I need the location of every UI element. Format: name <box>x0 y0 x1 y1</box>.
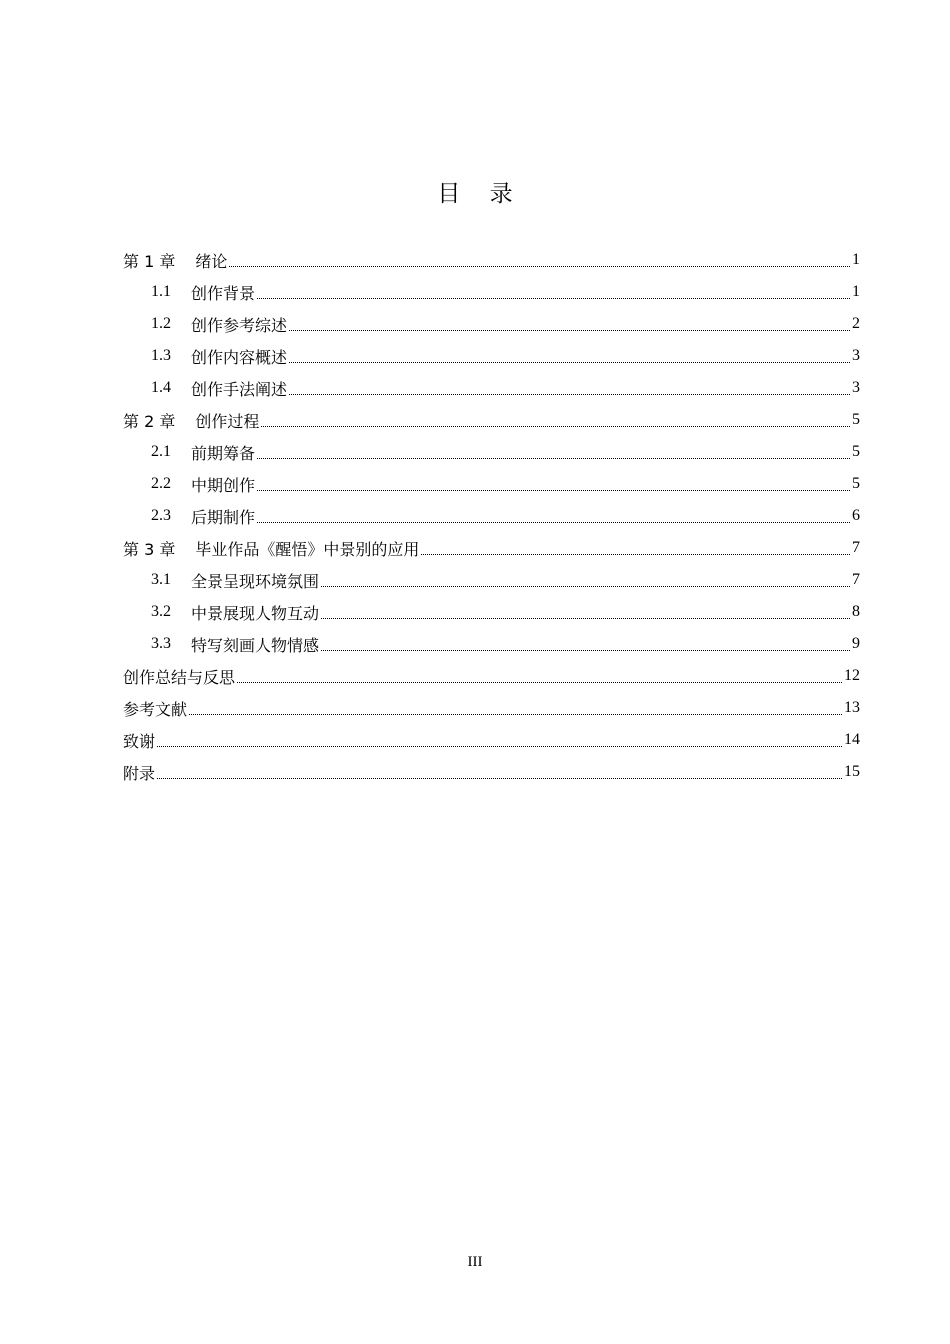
toc-section-entry[interactable] <box>123 628 860 660</box>
toc-dot-leader <box>157 777 842 779</box>
toc-section-entry[interactable] <box>123 340 860 372</box>
toc-entry-label: 绪论 <box>195 251 228 271</box>
toc-entry-page: 5 <box>852 475 860 492</box>
toc-entry-page: 5 <box>852 411 860 428</box>
toc-entry-number: 3.2 <box>151 603 171 620</box>
toc-chapter-entry[interactable] <box>123 660 860 692</box>
toc-entry-number: 2.1 <box>151 443 171 460</box>
toc-entry-label: 特写刻画人物情感 <box>191 635 320 655</box>
toc-dot-leader <box>157 745 842 747</box>
toc-entry-page: 12 <box>844 667 860 684</box>
toc-dot-leader <box>189 713 842 715</box>
toc-entry-label: 全景呈现环境氛围 <box>191 571 320 591</box>
toc-entry-label: 附录 <box>123 763 156 783</box>
toc-entry-label: 毕业作品《醒悟》中景别的应用 <box>195 539 420 559</box>
toc-entry-page: 7 <box>852 571 860 588</box>
toc-entry-label: 中期创作 <box>191 475 256 495</box>
toc-entry-number: 1.4 <box>151 379 171 396</box>
toc-section-entry[interactable] <box>123 276 860 308</box>
toc-dot-leader <box>289 329 850 331</box>
toc-entry-page: 6 <box>852 507 860 524</box>
toc-entry-label: 创作背景 <box>191 283 256 303</box>
toc-dot-leader <box>257 457 850 459</box>
toc-entry-page: 9 <box>852 635 860 652</box>
toc-entry-label: 前期筹备 <box>191 443 256 463</box>
toc-entry-label: 创作手法阐述 <box>191 379 288 399</box>
toc-entry-page: 8 <box>852 603 860 620</box>
toc-chapter-entry[interactable] <box>123 244 860 276</box>
toc-entry-number: 1.3 <box>151 347 171 364</box>
toc-dot-leader <box>321 649 850 651</box>
toc-entry-label: 创作内容概述 <box>191 347 288 367</box>
toc-entry-page: 5 <box>852 443 860 460</box>
toc-entry-number: 1.1 <box>151 283 171 300</box>
toc-list <box>123 244 860 788</box>
toc-section-entry[interactable] <box>123 468 860 500</box>
toc-entry-number: 第 3 章 <box>123 539 176 559</box>
toc-section-entry[interactable] <box>123 564 860 596</box>
toc-chapter-entry[interactable] <box>123 692 860 724</box>
toc-entry-page: 1 <box>852 283 860 300</box>
toc-entry-page: 14 <box>844 731 860 748</box>
toc-entry-number: 第 1 章 <box>123 251 176 271</box>
toc-entry-number: 3.3 <box>151 635 171 652</box>
toc-chapter-entry[interactable] <box>123 532 860 564</box>
toc-entry-number: 1.2 <box>151 315 171 332</box>
toc-entry-number: 2.2 <box>151 475 171 492</box>
toc-entry-page: 3 <box>852 347 860 364</box>
toc-chapter-entry[interactable] <box>123 756 860 788</box>
toc-entry-label: 致谢 <box>123 731 156 751</box>
toc-section-entry[interactable] <box>123 500 860 532</box>
toc-entry-label: 参考文献 <box>123 699 188 719</box>
toc-entry-label: 创作过程 <box>195 411 260 431</box>
toc-title: 目 录 <box>437 181 513 207</box>
toc-entry-label: 创作参考综述 <box>191 315 288 335</box>
toc-entry-number: 2.3 <box>151 507 171 524</box>
toc-entry-page: 13 <box>844 699 860 716</box>
toc-dot-leader <box>257 297 850 299</box>
toc-section-entry[interactable] <box>123 372 860 404</box>
toc-dot-leader <box>421 553 850 555</box>
toc-entry-page: 1 <box>852 251 860 268</box>
toc-section-entry[interactable] <box>123 596 860 628</box>
toc-chapter-entry[interactable] <box>123 404 860 436</box>
toc-chapter-entry[interactable] <box>123 724 860 756</box>
toc-entry-label: 后期制作 <box>191 507 256 527</box>
toc-dot-leader <box>321 617 850 619</box>
toc-section-entry[interactable] <box>123 436 860 468</box>
toc-entry-number: 3.1 <box>151 571 171 588</box>
toc-dot-leader <box>321 585 850 587</box>
toc-dot-leader <box>229 265 850 267</box>
toc-dot-leader <box>237 681 842 683</box>
toc-entry-label: 创作总结与反思 <box>123 667 236 687</box>
toc-section-entry[interactable] <box>123 308 860 340</box>
toc-entry-page: 2 <box>852 315 860 332</box>
toc-entry-page: 7 <box>852 539 860 556</box>
toc-entry-page: 3 <box>852 379 860 396</box>
toc-dot-leader <box>289 393 850 395</box>
toc-dot-leader <box>257 521 850 523</box>
toc-entry-page: 15 <box>844 763 860 780</box>
page-number-footer: III <box>467 1254 483 1270</box>
toc-dot-leader <box>289 361 850 363</box>
toc-entry-label: 中景展现人物互动 <box>191 603 320 623</box>
toc-entry-number: 第 2 章 <box>123 411 176 431</box>
toc-dot-leader <box>261 425 850 427</box>
toc-dot-leader <box>257 489 850 491</box>
